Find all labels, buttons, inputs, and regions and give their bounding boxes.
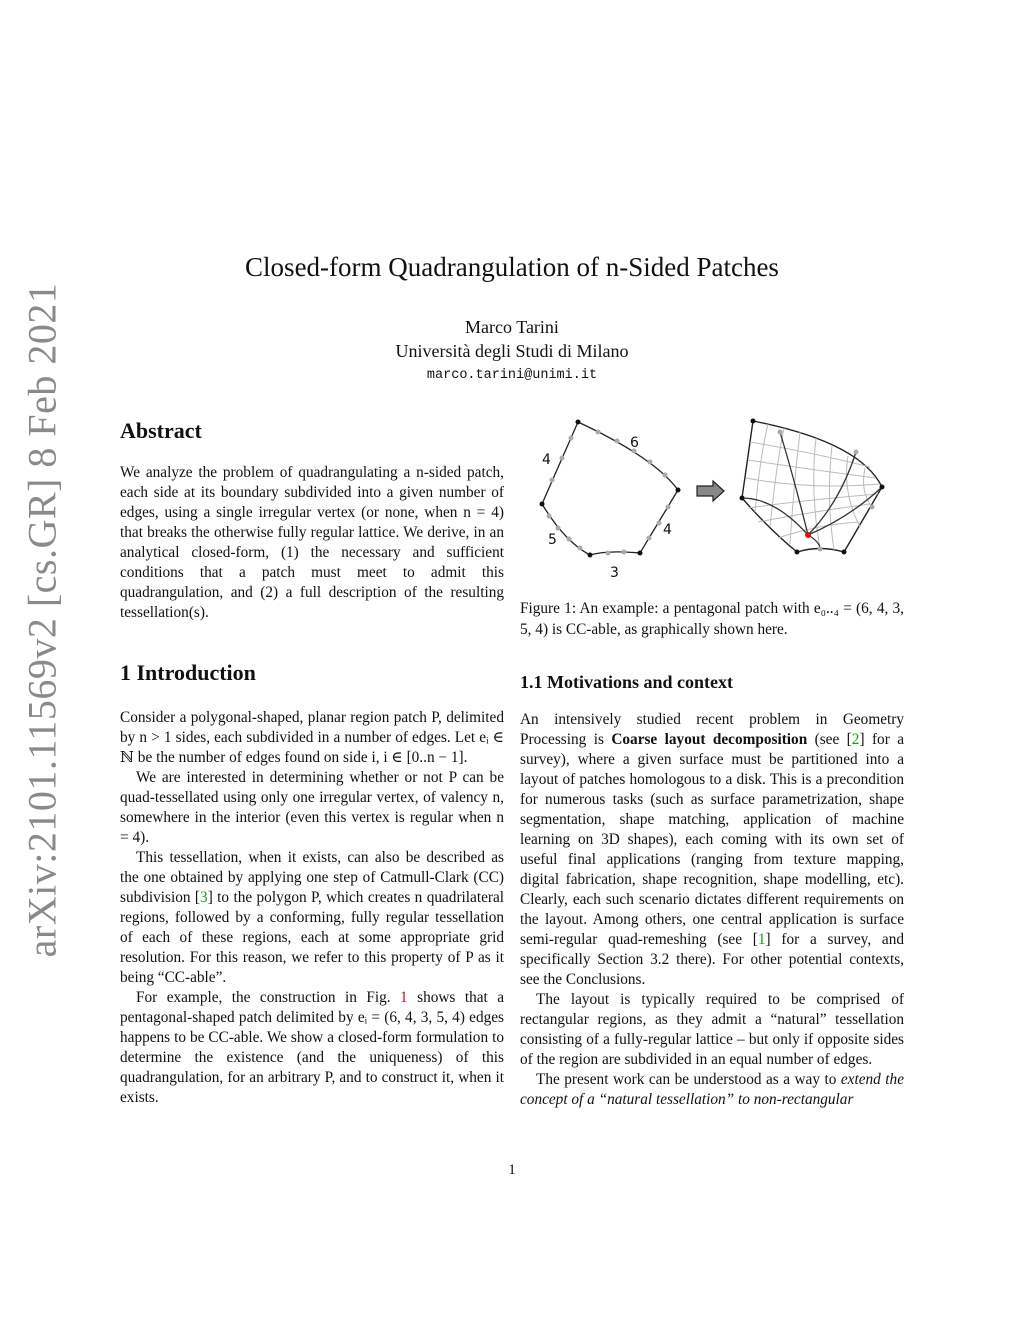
figure-1-drawing bbox=[520, 412, 904, 582]
tessellated-patch bbox=[740, 419, 885, 555]
side-label-3: 3 bbox=[610, 565, 619, 581]
pentagon-outline bbox=[542, 422, 678, 555]
arxiv-stamp bbox=[0, 0, 65, 958]
arxiv-stamp-text: arXiv:2101.11569v2 [cs.GR] 8 Feb 2021 bbox=[19, 282, 65, 958]
side-label-4-left: 4 bbox=[542, 452, 551, 468]
intro-paragraph-4: For example, the construction in Fig. 1 shows that a pentagonal-shaped patch delimited by eᵢ = (6, 4, 3, 5, 4) edges happens to be CC-able. We show a closed-form formulation to determine the existence (and the uniqueness) of this quadrangulation, for an arbitrary P, and to construct it, when it exists. bbox=[120, 989, 504, 1106]
bold-term: Coarse layout decomposition bbox=[611, 731, 808, 748]
side-label-6: 6 bbox=[630, 435, 639, 451]
figure-caption: Figure 1: An example: a pentagonal patch with e₀..₄ = (6, 4, 3, 5, 4) is CC-able, as graphically shown here. bbox=[520, 600, 904, 638]
intro-paragraph-2: We are interested in determining whether or not P can be quad-tessellated using only one irregular vertex, of valency n, somewhere in the interior (even this vertex is regular when n = 4). bbox=[120, 769, 504, 846]
intro-paragraph-3: This tessellation, when it exists, can also be described as the one obtained by applying one step of Catmull-Clark (CC) subdivision [3] to the polygon P, which creates n quadrilateral regions, followed by a conforming, fully regular tessellation of each of these regions, each at some appropriate grid resolution. For this reason, we refer to this property of P as it being “CC-able”. bbox=[120, 849, 505, 986]
irregular-vertex bbox=[805, 532, 811, 538]
abstract-section bbox=[120, 418, 504, 623]
abstract-heading: Abstract bbox=[120, 418, 202, 443]
side-label-4-right: 4 bbox=[663, 522, 672, 538]
motivations-paragraph-3: The present work can be understood as a way to extend the concept of a “natural tessellation” to non-rectangular bbox=[520, 1071, 904, 1108]
motivations-paragraph-1: An intensively studied recent problem in Geometry Processing is Coarse layout decomposition (see [2] for a survey), where a given surface must be partitioned into a layout of patches homologous to a disk. This is a precondition for numerous tasks (such as surface parametrization, shape segmentation, shape matching, application of machine learning on 3D shapes), each coming with its own set of useful final applications (ranging from texture mapping, digital fabrication, shape recognition, shape modelling, etc). Clearly, each such scenario dictates different requirements on the layout. Among others, one central application is surface semi-regular quad-remeshing (see [1] for a survey, and specifically Section 3.2 there). For other potential contexts, see the Conclusions. bbox=[520, 711, 905, 988]
figure-link[interactable]: 1 bbox=[400, 989, 408, 1006]
citation-link[interactable]: 1 bbox=[757, 931, 766, 948]
motivations-paragraph-2: The layout is typically required to be comprised of rectangular regions, as they admit a “natural” tessellation consisting of a fully-regular lattice – but only if opposite sides of the region are subdivided in an equal number of edges. bbox=[520, 991, 904, 1068]
paper-title: Closed-form Quadrangulation of n-Sided Patches bbox=[245, 252, 779, 282]
intro-paragraph-1: Consider a polygonal-shaped, planar region patch P, delimited by n > 1 sides, each subdivided in a number of edges. Let eᵢ ∈ ℕ be the number of edges found on side i, i ∈ [0..n − 1]. bbox=[120, 709, 504, 766]
introduction-section bbox=[120, 660, 504, 1108]
corner-points bbox=[540, 420, 681, 558]
abstract-text: We analyze the problem of quadrangulating a n-sided patch, each side at its boundary subdivided into a given number of edges, using a single irregular vertex (or none, when n = 4) that breaks the otherwise fully regular lattice. We derive, in an analytical closed-form, (1) the necessary and sufficient conditions that a patch must meet to admit this quadrangulation, and (2) a full description of the resulting tessellation(s). bbox=[120, 464, 504, 621]
citation-link[interactable]: 2 bbox=[851, 731, 860, 748]
introduction-heading: 1 Introduction bbox=[120, 660, 256, 685]
author-email: marco.tarini@unimi.it bbox=[426, 368, 598, 383]
arrow-icon bbox=[697, 481, 724, 501]
motivations-heading: 1.1 Motivations and context bbox=[520, 672, 733, 692]
motivations-section bbox=[520, 672, 904, 1110]
citation-link[interactable]: 3 bbox=[200, 889, 208, 906]
side-label-5: 5 bbox=[548, 532, 557, 548]
figure-1 bbox=[520, 412, 904, 582]
author-affiliation: Università degli Studi di Milano bbox=[395, 341, 629, 361]
edge-subdivision-points bbox=[547, 430, 671, 556]
author-name: Marco Tarini bbox=[465, 317, 559, 337]
page-number: 1 bbox=[508, 1162, 516, 1178]
